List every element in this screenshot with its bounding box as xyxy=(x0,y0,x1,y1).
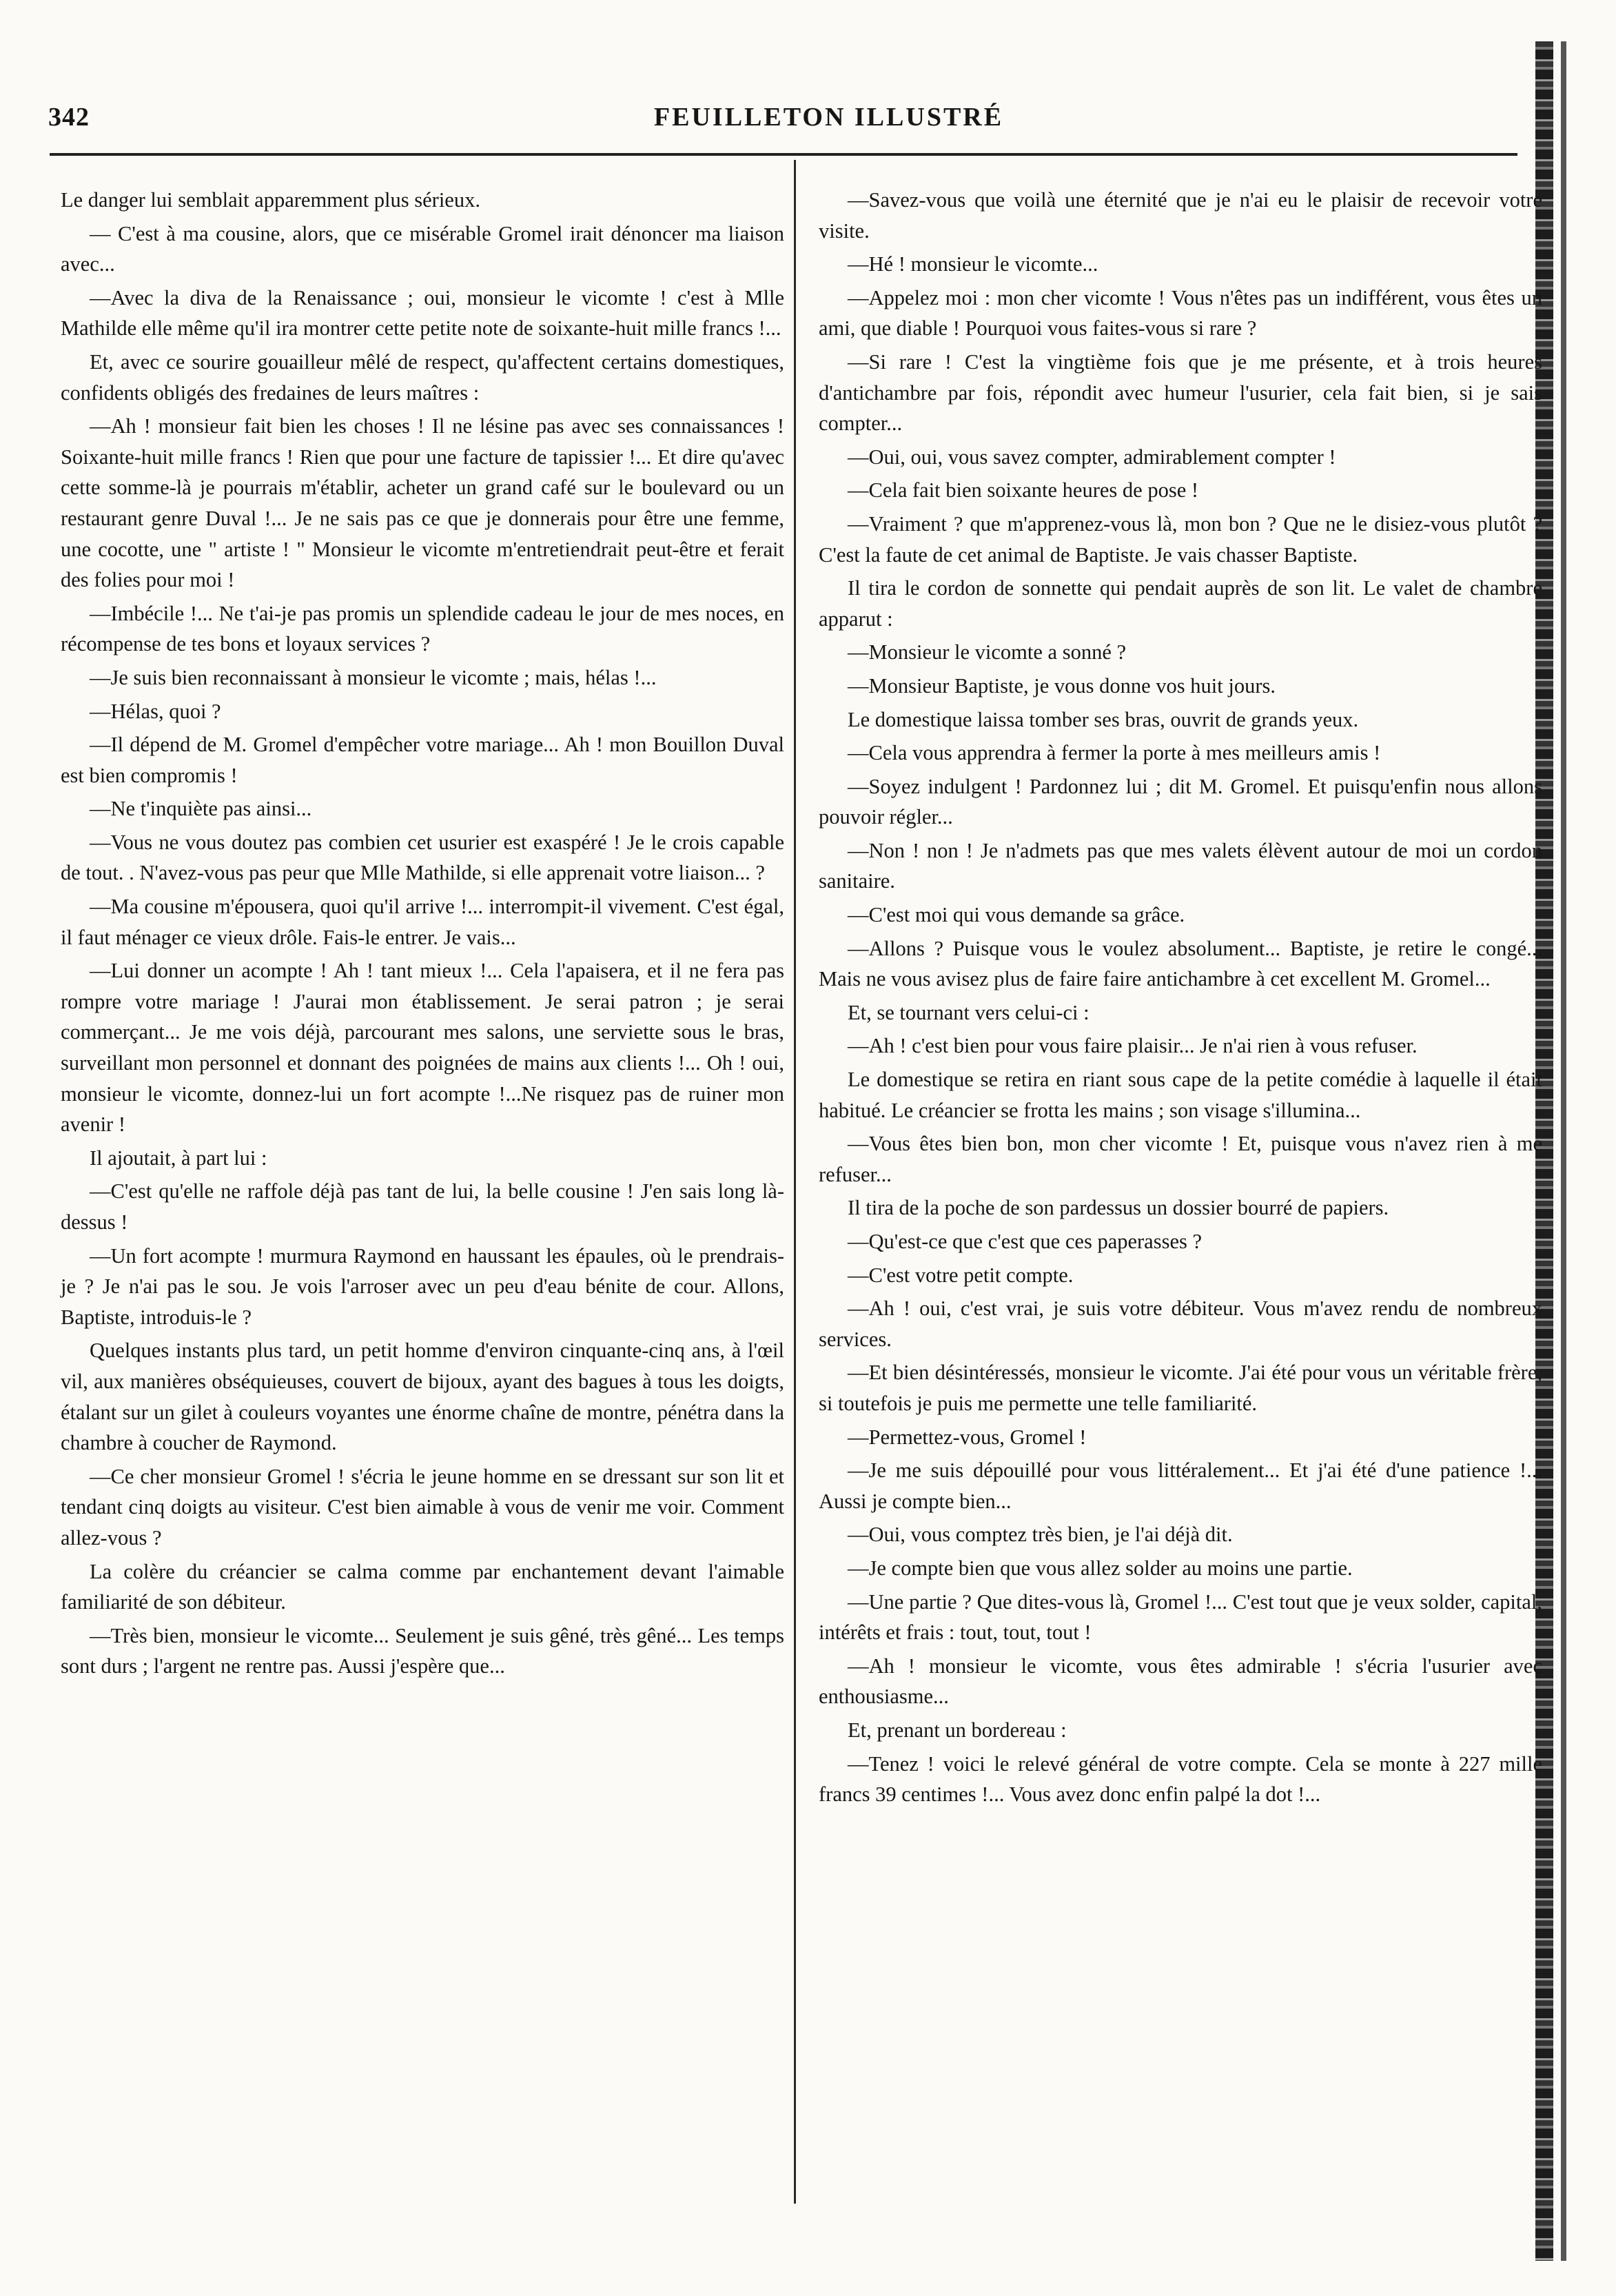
paragraph: —Vous ne vous doutez pas combien cet usurier est exaspéré ! Je le crois capable de tout. . N'avez-vous pas peur que Mlle Mathilde, si elle apprenait votre liaison... ? xyxy=(61,830,784,885)
paragraph: —Lui donner un acompte ! Ah ! tant mieux !... Cela l'apaisera, et il ne fera pas rompre votre mariage ! J'aurai mon établissement. Je serai patron ; je serai commerçant... Je me vois déjà, parcourant mes salons, une serviette sous le bras, surveillant mon personnel et donnant des poignées de mains aux clients !... Oh ! oui, monsieur le vicomte, donnez-lui un fort acompte !...Ne risquez pas de ruiner mon avenir ! xyxy=(61,959,784,1137)
paragraph: Le danger lui semblait apparemment plus sérieux. xyxy=(61,188,480,212)
paragraph: —Soyez indulgent ! Pardonnez lui ; dit M. Gromel. Et puisqu'enfin nous allons pouvoir régler... xyxy=(819,774,1542,829)
paragraph: —Qu'est-ce que c'est que ces paperasses ? xyxy=(848,1230,1203,1253)
column-divider xyxy=(794,160,796,2204)
page-number: 342 xyxy=(48,103,90,132)
left-column xyxy=(61,185,784,1685)
paragraph: —Imbécile !... Ne t'ai-je pas promis un splendide cadeau le jour de mes noces, en récompense de tes bons et loyaux services ? xyxy=(61,601,784,656)
paragraph: —Ah ! monsieur fait bien les choses ! Il ne lésine pas avec ses connaissances ! Soixante-huit mille francs ! Rien que pour une facture de tapissier !... Et dire qu'avec cette somme-là je pourrais m'établir, acheter un grand café sur le boulevard ou un restaurant genre Duval !... Je ne sais pas ce que je donnerais pour être une femme, une cocotte, une " artiste ! " Monsieur le vicomte m'entretiendrait peut-être et ferait des folies pour moi ! xyxy=(61,414,784,592)
page-edge-line xyxy=(1561,41,1566,2261)
right-column xyxy=(819,185,1542,1813)
paragraph: Il tira de la poche de son pardessus un dossier bourré de papiers. xyxy=(848,1196,1389,1220)
paragraph: —C'est votre petit compte. xyxy=(848,1263,1074,1287)
paragraph: —Ah ! c'est bien pour vous faire plaisir... Je n'ai rien à vous refuser. xyxy=(848,1034,1418,1058)
paragraph: —Cela fait bien soixante heures de pose ! xyxy=(848,478,1199,502)
paragraph: —Allons ? Puisque vous le voulez absolument... Baptiste, je retire le congé... Mais ne vous avisez plus de faire faire antichambre à cet excellent M. Gromel... xyxy=(819,936,1542,991)
paragraph: La colère du créancier se calma comme par enchantement devant l'aimable familiarité de son débiteur. xyxy=(61,1559,784,1614)
paragraph: — C'est à ma cousine, alors, que ce misérable Gromel irait dénoncer ma liaison avec... xyxy=(61,221,784,276)
paragraph: Quelques instants plus tard, un petit homme d'environ cinquante-cinq ans, à l'œil vil, aux manières obséquieuses, couvert de bijoux, ayant des bagues à tous les doigts, étalant sur un gilet à couleurs voyantes une énorme chaîne de montre, pénétra dans la chambre à coucher de Raymond. xyxy=(61,1339,784,1455)
paragraph: —Je compte bien que vous allez solder au moins une partie. xyxy=(848,1556,1353,1580)
paragraph: —Savez-vous que voilà une éternité que je n'ai eu le plaisir de recevoir votre visite. xyxy=(819,188,1542,243)
paragraph: —Je suis bien reconnaissant à monsieur le vicomte ; mais, hélas !... xyxy=(90,665,657,689)
paragraph: —Ce cher monsieur Gromel ! s'écria le jeune homme en se dressant sur son lit et tendant cinq doigts au visiteur. C'est bien aimable à vous de venir me voir. Comment allez-vous ? xyxy=(61,1464,784,1550)
running-title: FEUILLETON ILLUSTRÉ xyxy=(653,103,1004,132)
paragraph: —Non ! non ! Je n'admets pas que mes valets élèvent autour de moi un cordon sanitaire. xyxy=(819,838,1542,893)
paragraph: —Ah ! oui, c'est vrai, je suis votre débiteur. Vous m'avez rendu de nombreux services. xyxy=(819,1297,1542,1351)
paragraph: —Monsieur le vicomte a sonné ? xyxy=(848,640,1127,664)
paragraph: Il ajoutait, à part lui : xyxy=(90,1146,267,1170)
paragraph: —Avec la diva de la Renaissance ; oui, monsieur le vicomte ! c'est à Mlle Mathilde elle même qu'il ira montrer cette petite note de soixante-huit mille francs !... xyxy=(61,285,784,341)
paragraph: —Ah ! monsieur le vicomte, vous êtes admirable ! s'écria l'usurier avec enthousiasme... xyxy=(819,1654,1542,1709)
paragraph: Et, prenant un bordereau : xyxy=(848,1718,1067,1742)
paragraph: —Vraiment ? que m'apprenez-vous là, mon bon ? Que ne le disiez-vous plutôt ? C'est la faute de cet animal de Baptiste. Je vais chasser Baptiste. xyxy=(819,511,1542,567)
paragraph: —Très bien, monsieur le vicomte... Seulement je suis gêné, très gêné... Les temps sont durs ; l'argent ne rentre pas. Aussi j'espère que... xyxy=(61,1623,784,1678)
paragraph: —Oui, vous comptez très bien, je l'ai déjà dit. xyxy=(848,1523,1233,1547)
paragraph: —Je me suis dépouillé pour vous littéralement... Et j'ai été d'une patience !... Aussi je compte bien... xyxy=(819,1459,1542,1513)
paragraph: —Vous êtes bien bon, mon cher vicomte ! Et, puisque vous n'avez rien à me refuser... xyxy=(819,1132,1542,1186)
paragraph: —Permettez-vous, Gromel ! xyxy=(848,1425,1087,1449)
paragraph: —C'est qu'elle ne raffole déjà pas tant de lui, la belle cousine ! J'en sais long là-dessus ! xyxy=(61,1179,784,1234)
paragraph: —C'est moi qui vous demande sa grâce. xyxy=(848,903,1185,927)
paragraph: —Il dépend de M. Gromel d'empêcher votre mariage... Ah ! mon Bouillon Duval est bien compromis ! xyxy=(61,733,784,787)
paragraph: —Appelez moi : mon cher vicomte ! Vous n'êtes pas un indifférent, vous êtes un ami, que diable ! Pourquoi vous faites-vous si rare ? xyxy=(819,285,1542,341)
paragraph: Il tira le cordon de sonnette qui pendait auprès de son lit. Le valet de chambre apparut : xyxy=(819,576,1542,631)
paragraph: —Oui, oui, vous savez compter, admirablement compter ! xyxy=(848,445,1336,469)
paragraph: —Monsieur Baptiste, je vous donne vos huit jours. xyxy=(848,673,1276,698)
paragraph: —Cela vous apprendra à fermer la porte à mes meilleurs amis ! xyxy=(848,741,1381,765)
paragraph: Et, avec ce sourire gouailleur mêlé de respect, qu'affectent certains domestiques, confidents obligés des fredaines de leurs maîtres : xyxy=(61,349,784,405)
paragraph: —Hé ! monsieur le vicomte... xyxy=(848,252,1098,276)
paragraph: —Et bien désintéressés, monsieur le vicomte. J'ai été pour vous un véritable frère, si toutefois je puis me permette une telle familiarité. xyxy=(819,1361,1542,1415)
paragraph: Et, se tournant vers celui-ci : xyxy=(848,1000,1090,1024)
paragraph: Le domestique laissa tomber ses bras, ouvrit de grands yeux. xyxy=(848,707,1359,731)
paragraph: —Ne t'inquiète pas ainsi... xyxy=(90,797,312,821)
paragraph: —Un fort acompte ! murmura Raymond en haussant les épaules, où le prendrais-je ? Je n'ai pas le sou. Je vois l'arroser avec un peu d'eau bénite de cour. Allons, Baptiste, introduis-le ? xyxy=(61,1243,784,1329)
paragraph: —Hélas, quoi ? xyxy=(90,699,221,723)
paragraph: —Une partie ? Que dites-vous là, Gromel !... C'est tout que je veux solder, capital, intérêts et frais : tout, tout, tout ! xyxy=(819,1589,1542,1645)
paragraph: Le domestique se retira en riant sous cape de la petite comédie à laquelle il était habitué. Le créancier se frotta les mains ; son visage s'illumina... xyxy=(819,1068,1542,1122)
paragraph: —Tenez ! voici le relevé général de votre compte. Cela se monte à 227 mille francs 39 centimes !... Vous avez donc enfin palpé la dot !... xyxy=(819,1751,1542,1807)
header-rule xyxy=(50,153,1517,156)
paragraph: —Ma cousine m'épousera, quoi qu'il arrive !... interrompit-il vivement. C'est égal, il faut ménager ce vieux drôle. Fais-le entrer. Je vais... xyxy=(61,895,784,949)
paragraph: —Si rare ! C'est la vingtième fois que je me présente, et à trois heures d'antichambre par fois, répondit avec humeur l'usurier, cela fait bien, si je sais compter... xyxy=(819,349,1542,436)
